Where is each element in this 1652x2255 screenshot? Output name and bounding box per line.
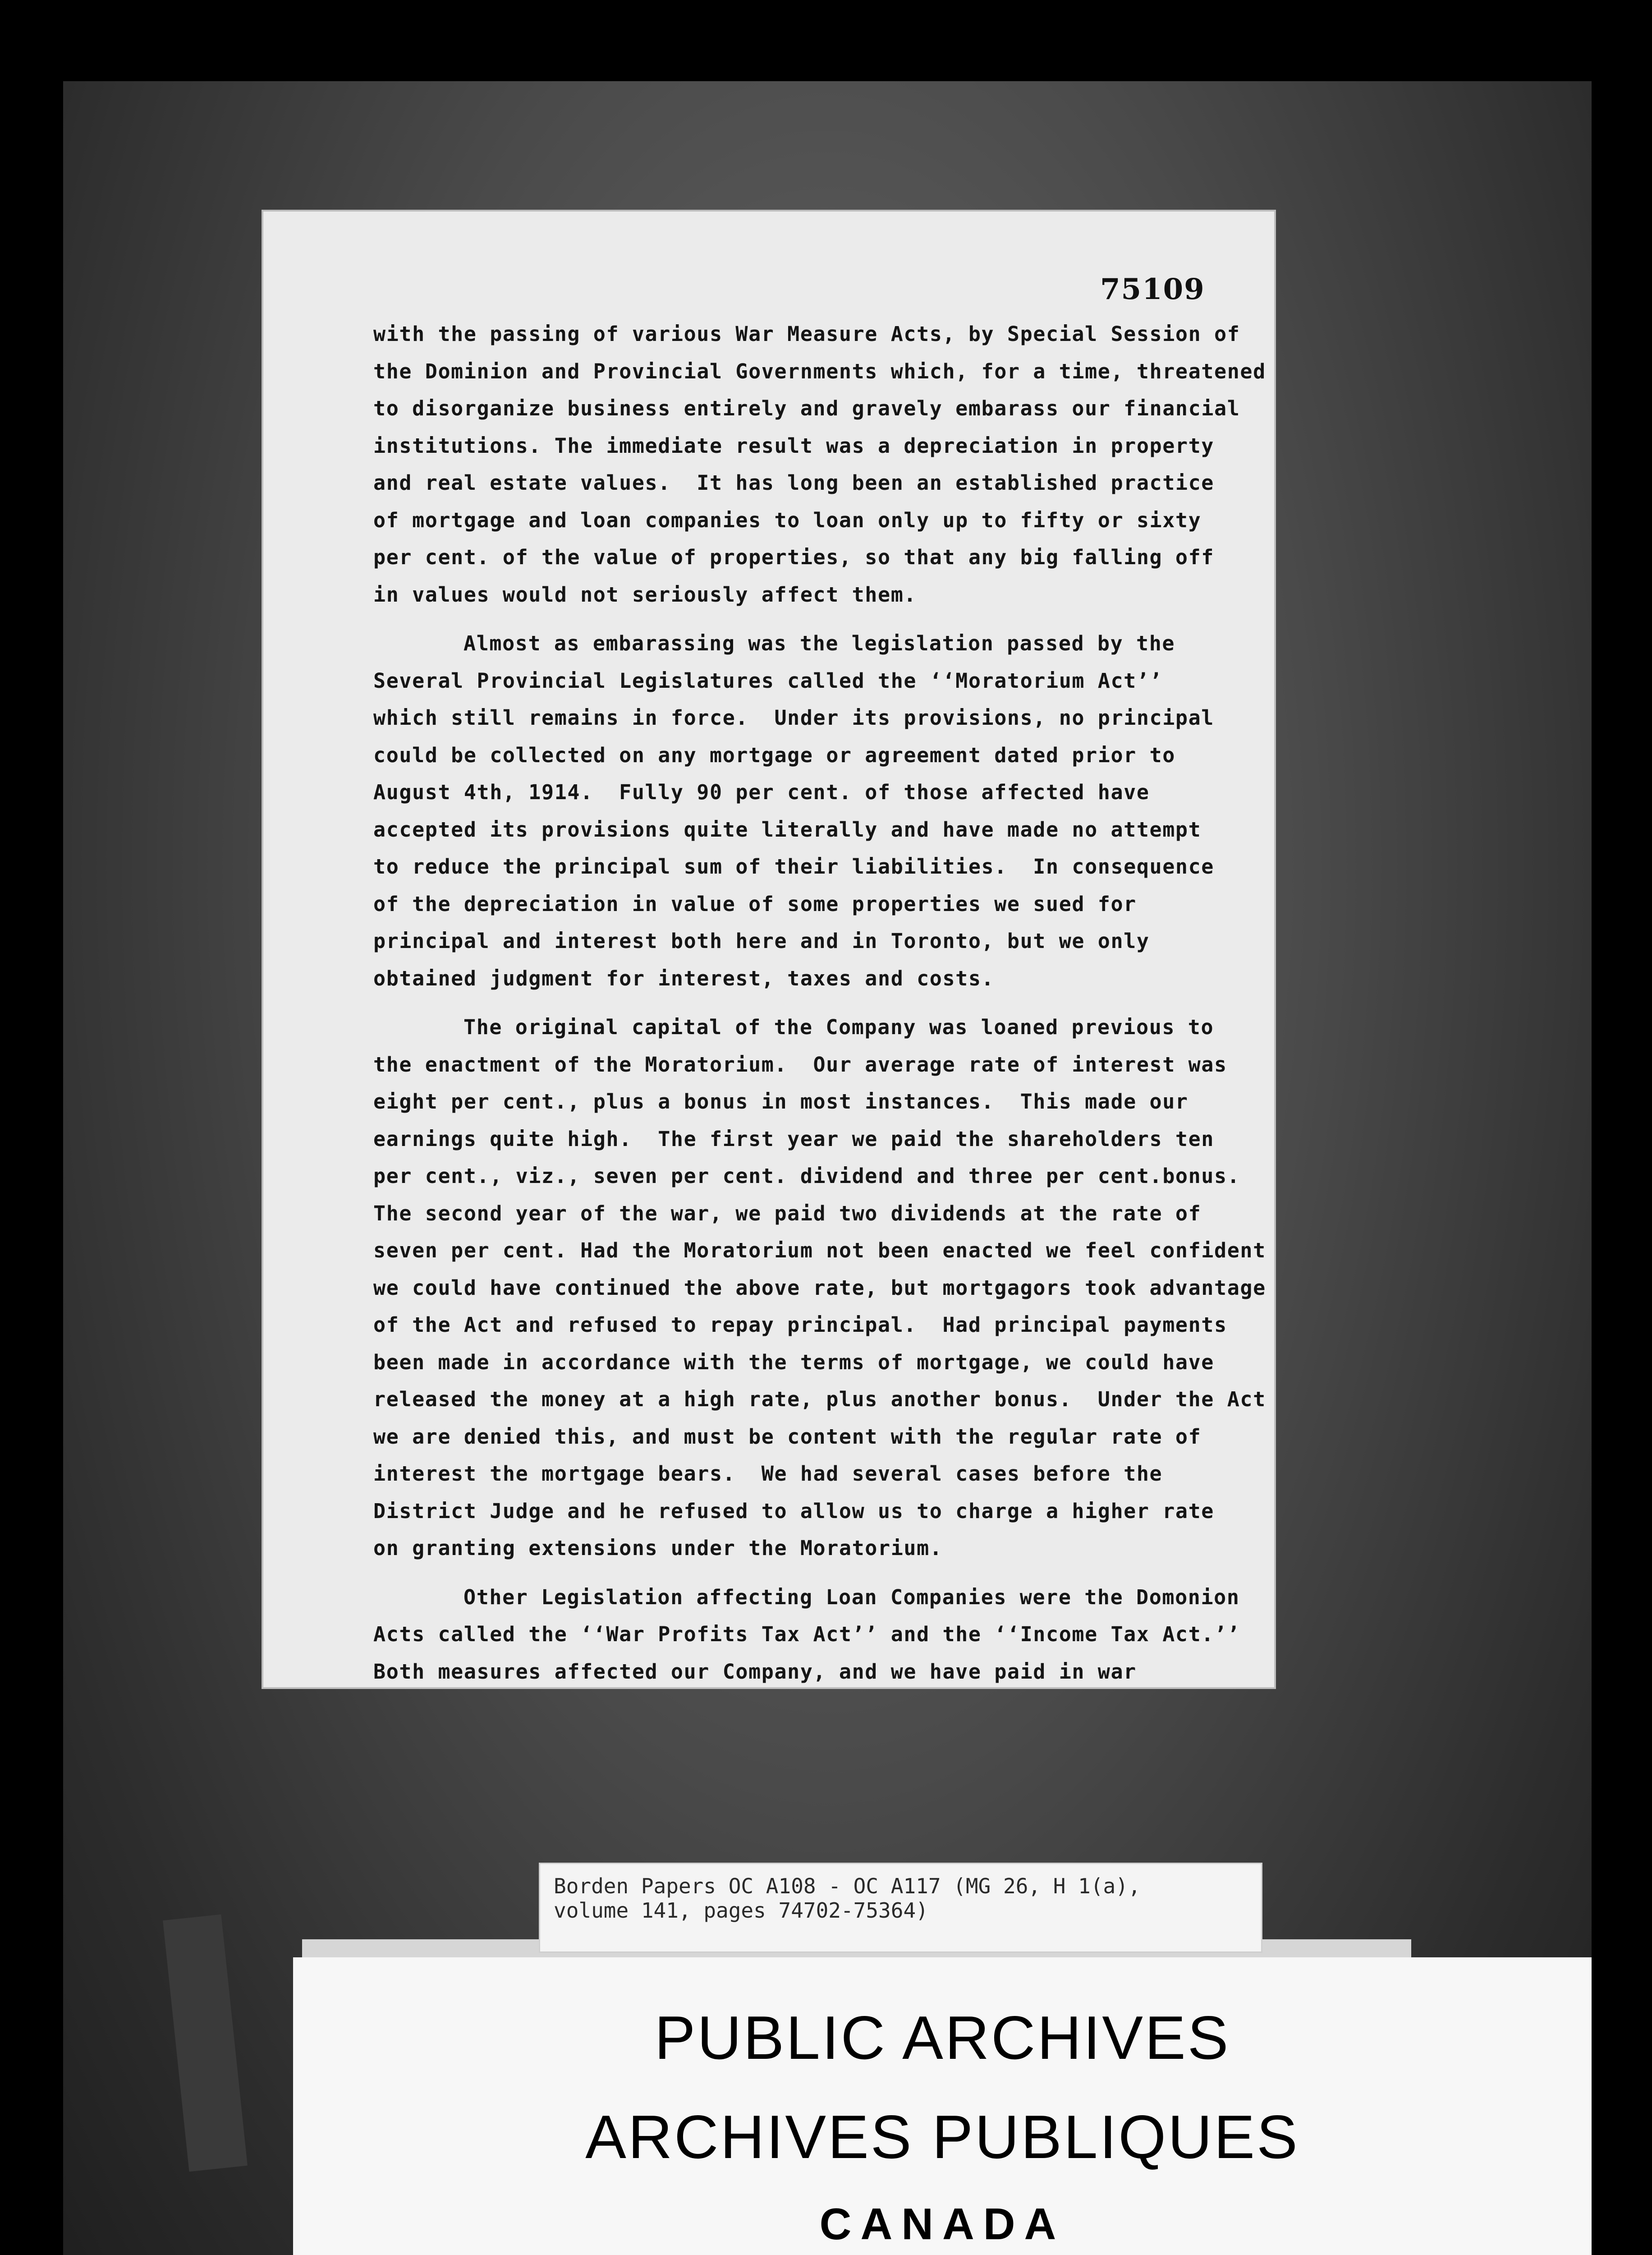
text-line: of the Act and refused to repay principal. Had principal payments — [373, 1313, 1227, 1337]
text-line: could be collected on any mortgage or agreement dated prior to — [373, 743, 1175, 767]
text-line: we could have continued the above rate, but mortgagors took advantage — [373, 1275, 1266, 1300]
text-line: per cent., viz., seven per cent. dividend and three per cent.bonus. — [373, 1164, 1240, 1188]
text-line: The original capital of the Company was loaned previous to — [463, 1015, 1214, 1039]
citation-label — [539, 1863, 1262, 1953]
text-line: eight per cent., plus a bonus in most instances. This made our — [373, 1090, 1189, 1114]
text-line: principal and interest both here and in Toronto, but we only — [373, 929, 1150, 953]
text-line: of mortgage and loan companies to loan only up to fifty or sixty — [373, 508, 1202, 532]
text-line: to disorganize business entirely and gravely embarass our financial — [373, 396, 1240, 420]
text-line: accepted its provisions quite literally and have made no attempt — [373, 817, 1202, 842]
text-line: District Judge and he refused to allow us to charge a higher rate — [373, 1499, 1214, 1523]
text-line: obtained judgment for interest, taxes and costs. — [373, 966, 995, 990]
text-line: to reduce the principal sum of their liabilities. In consequence — [373, 855, 1214, 879]
page-number: 75109 — [1100, 272, 1205, 306]
text-line: Other Legislation affecting Loan Companies were the Domonion — [463, 1585, 1240, 1609]
archives-card — [293, 1957, 1592, 2255]
text-line: been made in accordance with the terms of mortgage, we could have — [373, 1350, 1214, 1374]
archives-title-french: ARCHIVES PUBLIQUES — [585, 2103, 1299, 2171]
text-line: The second year of the war, we paid two dividends at the rate of — [373, 1201, 1202, 1225]
text-line: seven per cent. Had the Moratorium not been enacted we feel confident — [373, 1238, 1266, 1262]
letter-body — [373, 316, 1275, 1702]
paragraph-1 — [373, 316, 1275, 613]
text-line: with the passing of various War Measure Acts, by Special Session of — [373, 322, 1240, 346]
text-line: released the money at a high rate, plus another bonus. Under the Act — [373, 1387, 1266, 1411]
text-line: in values would not seriously affect them. — [373, 582, 917, 607]
text-line: Almost as embarassing was the legislation passed by the — [463, 631, 1175, 655]
paragraph-3 — [373, 1009, 1275, 1567]
paragraph-2 — [373, 625, 1275, 997]
citation-line: volume 141, pages 74702-75364) — [554, 1898, 928, 1923]
archives-title-english: PUBLIC ARCHIVES — [654, 2003, 1230, 2072]
archives-country: CANADA — [819, 2199, 1065, 2249]
citation-line: Borden Papers OC A108 - OC A117 (MG 26, H 1(a), — [554, 1874, 1141, 1898]
text-line: interest the mortgage bears. We had several cases before the — [373, 1462, 1163, 1486]
text-line: per cent. of the value of properties, so that any big falling off — [373, 545, 1214, 569]
text-line: of the depreciation in value of some properties we sued for — [373, 892, 1137, 916]
text-line: on granting extensions under the Moratorium. — [373, 1536, 943, 1560]
text-line: we are denied this, and must be content with the regular rate of — [373, 1424, 1202, 1449]
text-line: which still remains in force. Under its provisions, no principal — [373, 706, 1214, 730]
text-line: Acts called the ‘‘War Profits Tax Act’’ and the ‘‘Income Tax Act.’’ — [373, 1622, 1240, 1646]
text-line: the Dominion and Provincial Governments which, for a time, threatened — [373, 359, 1266, 383]
text-line: the enactment of the Moratorium. Our average rate of interest was — [373, 1052, 1227, 1077]
text-line: Both measures affected our Company, and we have paid in war — [373, 1659, 1137, 1684]
text-line: August 4th, 1914. Fully 90 per cent. of those affected have — [373, 780, 1150, 804]
text-line: and real estate values. It has long been an established practice — [373, 471, 1214, 495]
text-line: institutions. The immediate result was a depreciation in property — [373, 433, 1214, 458]
text-line: Several Provincial Legislatures called the ‘‘Moratorium Act’’ — [373, 668, 1163, 693]
text-line: earnings quite high. The first year we paid the shareholders ten — [373, 1127, 1214, 1151]
paragraph-4 — [373, 1579, 1275, 1691]
